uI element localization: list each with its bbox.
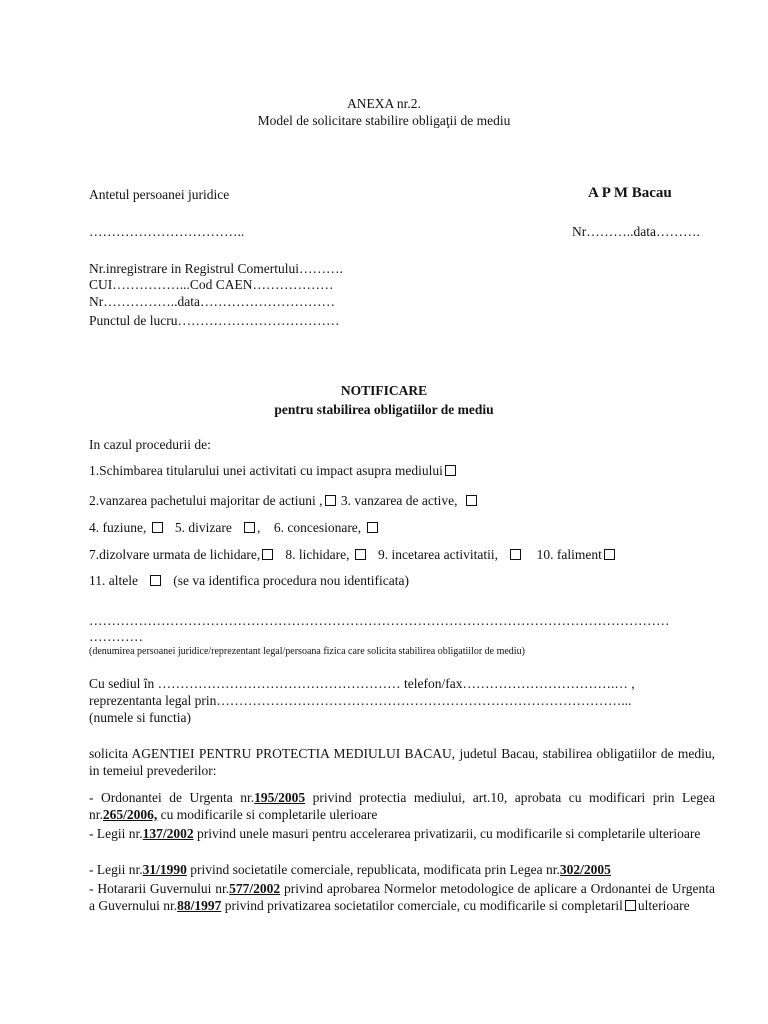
procedure-7-label: 7.dizolvare urmata de lichidare, (89, 547, 261, 562)
annex-title: ANEXA nr.2. (347, 96, 421, 111)
request-paragraph: solicita AGENTIEI PENTRU PROTECTIA MEDIULUI BACAU, judetul Bacau, stabilirea obligatiilor de mediu, in temeiul prevederilor: (89, 746, 715, 778)
procedure-9-checkbox[interactable] (510, 549, 521, 560)
applicant-caption: (denumirea persoanei juridice/reprezentant legal/persoana fizica care solicita stabilirea obligatiilor de mediu) (89, 646, 525, 657)
legal-4-number-2: 88/1997 (177, 898, 222, 913)
procedure-5-separator: , (256, 520, 261, 535)
legal-2-text-a: - Legii nr. (89, 826, 143, 841)
legal-3-text-a: - Legii nr. (89, 862, 143, 877)
notice-subtitle: pentru stabilirea obligatiilor de mediu (274, 402, 494, 417)
reprezentanta-field: reprezentanta legal prin………………………………………………………………………………... (89, 693, 632, 708)
legal-item-1 (89, 789, 715, 823)
procedure-4-label: 4. fuziune, (89, 520, 147, 535)
applicant-dots-line-1: ………………………………………………………………………………………………………………… (89, 613, 670, 628)
numele-functia-caption: (numele si functia) (89, 710, 191, 725)
procedure-row-4 (89, 547, 617, 563)
legal-2-text-b: privind unele masuri pentru accelerarea privatizarii, cu modificarile si completarile ulterioare (193, 826, 701, 841)
legal-2-number: 137/2002 (142, 826, 194, 841)
legal-4-text-b: privind aprobarea Normelor metodologice de aplicare a Ordonantei de Urgenta a Guvernului nr. (89, 881, 715, 913)
legal-1-text-c: cu modificarile si completarile ulerioare (157, 807, 378, 822)
legal-4-text-d: ulterioare (637, 898, 690, 913)
procedure-10-label: 10. faliment (536, 547, 602, 562)
procedure-9-label: 9. incetarea activitatii, (378, 547, 498, 562)
punct-lucru-field: Punctul de lucru……………………………… (89, 313, 340, 328)
legal-3-text-b: privind societatile comerciale, republicata, modificata prin Legea nr. (186, 862, 560, 877)
procedure-6-checkbox[interactable] (367, 522, 378, 533)
legal-1-number-2: 265/2006, (102, 807, 158, 822)
notice-title: NOTIFICARE (340, 383, 428, 398)
model-title: Model de solicitare stabilire obligaţii de mediu (257, 113, 511, 128)
procedure-3-label: 3. vanzarea de active, (340, 493, 458, 508)
procedures-intro: In cazul procedurii de: (89, 437, 211, 452)
legal-1-text-a: - Ordonantei de Urgenta nr. (89, 790, 255, 805)
cui-caen-field: CUI……………...Cod CAEN……………… (89, 277, 334, 292)
procedure-11-checkbox[interactable] (150, 575, 161, 586)
procedure-7-checkbox[interactable] (262, 549, 273, 560)
procedure-row-1 (89, 463, 458, 479)
procedure-row-2 (89, 493, 479, 509)
procedure-6-label: 6. concesionare, (273, 520, 362, 535)
legal-item-2 (89, 825, 715, 842)
legal-1-text-b: privind protectia mediului, art.10, aprobata cu modificari prin Legea nr. (89, 790, 715, 822)
procedure-10-checkbox[interactable] (604, 549, 615, 560)
procedure-5-checkbox[interactable] (244, 522, 255, 533)
procedure-row-3 (89, 520, 380, 536)
procedure-8-checkbox[interactable] (355, 549, 366, 560)
legal-4-text-a: - Hotararii Guvernului nr. (89, 881, 230, 896)
antet-label: Antetul persoanei juridice (89, 187, 230, 202)
procedure-2-checkbox[interactable] (325, 495, 336, 506)
legal-3-number: 31/1990 (142, 862, 187, 877)
authority-name: A P M Bacau (588, 185, 672, 201)
procedure-1-label: 1.Schimbarea titularului unei activitati cu impact asupra mediului (89, 463, 443, 478)
registry-nr-data-field: Nr……………..data………………………… (89, 294, 335, 309)
procedure-4-checkbox[interactable] (152, 522, 163, 533)
legal-4-number: 577/2002 (229, 881, 281, 896)
legal-1-number: 195/2005 (254, 790, 306, 805)
legal-3-number-2: 302/2005 (559, 862, 611, 877)
legal-4-checkbox[interactable] (625, 900, 636, 911)
antet-nr-data: Nr………..data………. (572, 224, 700, 239)
procedure-2-label: 2.vanzarea pachetului majoritar de actiuni , (89, 493, 323, 508)
procedure-11-note: (se va identifica procedura nou identificata) (173, 573, 409, 588)
procedure-1-checkbox[interactable] (445, 465, 456, 476)
legal-item-3 (89, 861, 715, 878)
procedure-11-label: 11. altele (89, 573, 138, 588)
legal-4-text-c: privind privatizarea societatilor comerciale, cu modificarile si completaril (221, 898, 623, 913)
procedure-8-label: 8. lichidare, (285, 547, 350, 562)
legal-item-4 (89, 880, 715, 914)
applicant-dots-line-2: ………… (89, 629, 143, 644)
sediu-field: Cu sediul în ……………………………………………… telefon/fax…………………………….… , (89, 676, 635, 691)
reg-comert-field: Nr.inregistrare in Registrul Comertului………. (89, 261, 343, 276)
procedure-row-5 (89, 573, 409, 589)
procedure-3-checkbox[interactable] (466, 495, 477, 506)
antet-dots: …………………………….. (89, 224, 245, 239)
procedure-5-label: 5. divizare (174, 520, 232, 535)
